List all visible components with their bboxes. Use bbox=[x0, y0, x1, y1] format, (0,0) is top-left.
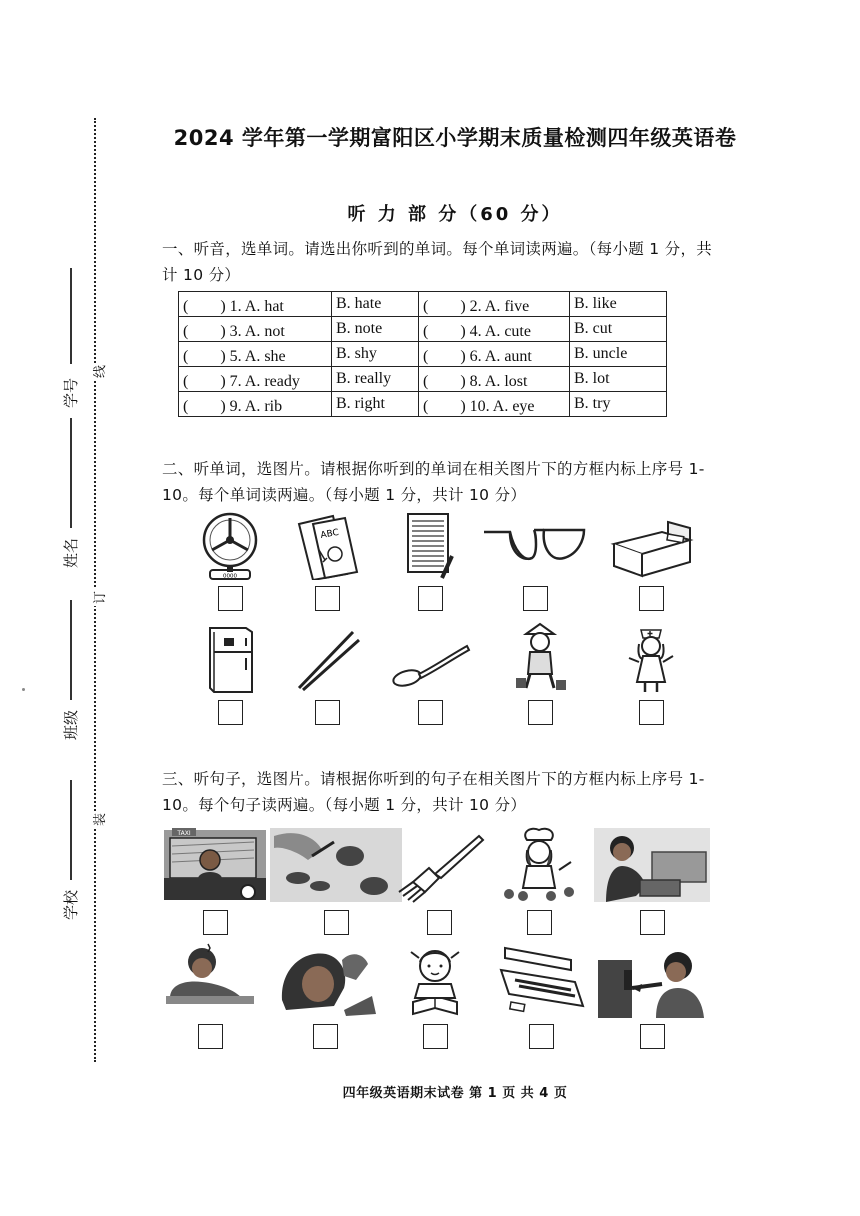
class-label: 班级 bbox=[62, 709, 80, 740]
packing-icon bbox=[592, 826, 712, 904]
question-cell[interactable]: ( ) 9. A. rib bbox=[179, 392, 332, 417]
student-number-underline bbox=[70, 268, 72, 364]
answer-box[interactable] bbox=[315, 586, 340, 611]
option-b-cell: B. try bbox=[570, 392, 667, 417]
name-underline bbox=[70, 418, 72, 528]
reading-girl-icon bbox=[385, 940, 485, 1018]
answer-box[interactable] bbox=[639, 700, 664, 725]
student-number-label: 学号 bbox=[62, 377, 80, 408]
picture-farmer bbox=[485, 622, 595, 725]
picture-tired-girl bbox=[160, 940, 260, 1049]
glasses-icon bbox=[480, 510, 590, 580]
option-b-cell: B. right bbox=[332, 392, 419, 417]
answer-box[interactable] bbox=[324, 910, 349, 935]
fan-label: 0000 bbox=[223, 573, 237, 580]
picture-chopsticks bbox=[272, 622, 382, 725]
option-b-cell: B. like bbox=[570, 292, 667, 317]
opening-door-icon bbox=[592, 940, 712, 1018]
bed-icon bbox=[606, 510, 696, 580]
question-cell[interactable]: ( ) 5. A. she bbox=[179, 342, 332, 367]
class-field bbox=[40, 600, 100, 800]
name-label: 姓名 bbox=[62, 537, 80, 568]
tired-girl-icon bbox=[162, 940, 258, 1018]
fork-icon bbox=[389, 826, 489, 904]
option-b-cell: B. note bbox=[332, 317, 419, 342]
question-cell[interactable]: ( ) 1. A. hat bbox=[179, 292, 332, 317]
school-underline bbox=[70, 780, 72, 880]
picture-cook bbox=[484, 826, 594, 935]
picture-fork bbox=[384, 826, 494, 935]
picture-taxi-driver bbox=[160, 826, 270, 935]
binding-mark-line: 线 bbox=[89, 363, 108, 380]
school-label: 学校 bbox=[62, 889, 80, 920]
picture-fan bbox=[175, 510, 285, 611]
spoon-icon bbox=[385, 622, 475, 694]
answer-box[interactable] bbox=[527, 910, 552, 935]
picture-book-icon bbox=[287, 510, 367, 580]
picture-spoon bbox=[375, 622, 485, 725]
notebook-icon bbox=[390, 510, 470, 580]
question-cell[interactable]: ( ) 8. A. lost bbox=[419, 367, 570, 392]
fan-icon bbox=[190, 510, 270, 580]
chopsticks-icon bbox=[287, 622, 367, 694]
picture-fridge bbox=[175, 622, 285, 725]
answer-box[interactable] bbox=[315, 700, 340, 725]
pencil-box-icon bbox=[491, 940, 591, 1018]
picture-book bbox=[272, 510, 382, 611]
picture-glasses bbox=[470, 510, 600, 611]
option-b-cell: B. lot bbox=[570, 367, 667, 392]
picture-packing bbox=[590, 826, 714, 935]
page-footer: 四年级英语期末试卷 第 1 页 共 4 页 bbox=[342, 1086, 568, 1101]
answer-box[interactable] bbox=[313, 1024, 338, 1049]
nurse-icon bbox=[611, 622, 691, 694]
picture-opening-door bbox=[590, 940, 714, 1049]
option-b-cell: B. cut bbox=[570, 317, 667, 342]
answer-box[interactable] bbox=[523, 586, 548, 611]
picture-reading-girl bbox=[380, 940, 490, 1049]
binding-mark-stitch: 订 bbox=[89, 589, 108, 606]
picture-nurse bbox=[596, 622, 706, 725]
picture-bed bbox=[596, 510, 706, 611]
table-row bbox=[179, 342, 667, 367]
picture-thinking bbox=[270, 940, 380, 1049]
taxi-driver-icon bbox=[162, 826, 268, 904]
class-underline bbox=[70, 600, 72, 700]
answer-box[interactable] bbox=[218, 586, 243, 611]
book-letters: ABC bbox=[319, 527, 340, 541]
answer-box[interactable] bbox=[640, 1024, 665, 1049]
farmer-icon bbox=[500, 622, 580, 694]
picture-pencil-box bbox=[486, 940, 596, 1049]
question-cell[interactable]: ( ) 4. A. cute bbox=[419, 317, 570, 342]
answer-box[interactable] bbox=[529, 1024, 554, 1049]
section3-instruction: 三、听句子，选图片。请根据你听到的句子在相关图片下的方框内标上序号 1-10。每个句子读两遍。（每小题 1 分，共计 10 分） bbox=[162, 770, 705, 814]
question-cell[interactable]: ( ) 6. A. aunt bbox=[419, 342, 570, 367]
taxi-sign: TAXI bbox=[177, 830, 191, 837]
question-cell[interactable]: ( ) 2. A. five bbox=[419, 292, 570, 317]
binding-mark-bind: 装 bbox=[89, 811, 108, 828]
answer-box[interactable] bbox=[218, 700, 243, 725]
answer-box[interactable] bbox=[423, 1024, 448, 1049]
answer-box[interactable] bbox=[198, 1024, 223, 1049]
answer-box[interactable] bbox=[418, 700, 443, 725]
answer-box[interactable] bbox=[639, 586, 664, 611]
option-b-cell: B. uncle bbox=[570, 342, 667, 367]
cook-icon bbox=[489, 826, 589, 904]
answer-box[interactable] bbox=[203, 910, 228, 935]
question-cell[interactable]: ( ) 10. A. eye bbox=[419, 392, 570, 417]
option-b-cell: B. hate bbox=[332, 292, 419, 317]
exam-title: 2024 学年第一学期富阳区小学期末质量检测四年级英语卷 bbox=[173, 126, 737, 150]
scan-speck bbox=[22, 688, 25, 691]
fridge-icon bbox=[190, 622, 270, 694]
table-row bbox=[179, 367, 667, 392]
word-choice-table bbox=[178, 291, 667, 417]
answer-box[interactable] bbox=[427, 910, 452, 935]
question-cell[interactable]: ( ) 3. A. not bbox=[179, 317, 332, 342]
section2-instruction: 二、听单词，选图片。请根据你听到的单词在相关图片下的方框内标上序号 1-10。每个单词读两遍。（每小题 1 分，共计 10 分） bbox=[162, 460, 705, 504]
table-row bbox=[179, 292, 667, 317]
answer-box[interactable] bbox=[528, 700, 553, 725]
picture-notebook bbox=[375, 510, 485, 611]
table-row bbox=[179, 317, 667, 342]
part-title: 听 力 部 分（60 分） bbox=[347, 204, 563, 225]
option-b-cell: B. really bbox=[332, 367, 419, 392]
answer-box[interactable] bbox=[640, 910, 665, 935]
answer-box[interactable] bbox=[418, 586, 443, 611]
thinking-icon bbox=[272, 940, 378, 1018]
option-b-cell: B. shy bbox=[332, 342, 419, 367]
table-row bbox=[179, 392, 667, 417]
section1-instruction: 一、听音，选单词。请选出你听到的单词。每个单词读两遍。（每小题 1 分，共计 10 分） bbox=[162, 240, 713, 284]
question-cell[interactable]: ( ) 7. A. ready bbox=[179, 367, 332, 392]
